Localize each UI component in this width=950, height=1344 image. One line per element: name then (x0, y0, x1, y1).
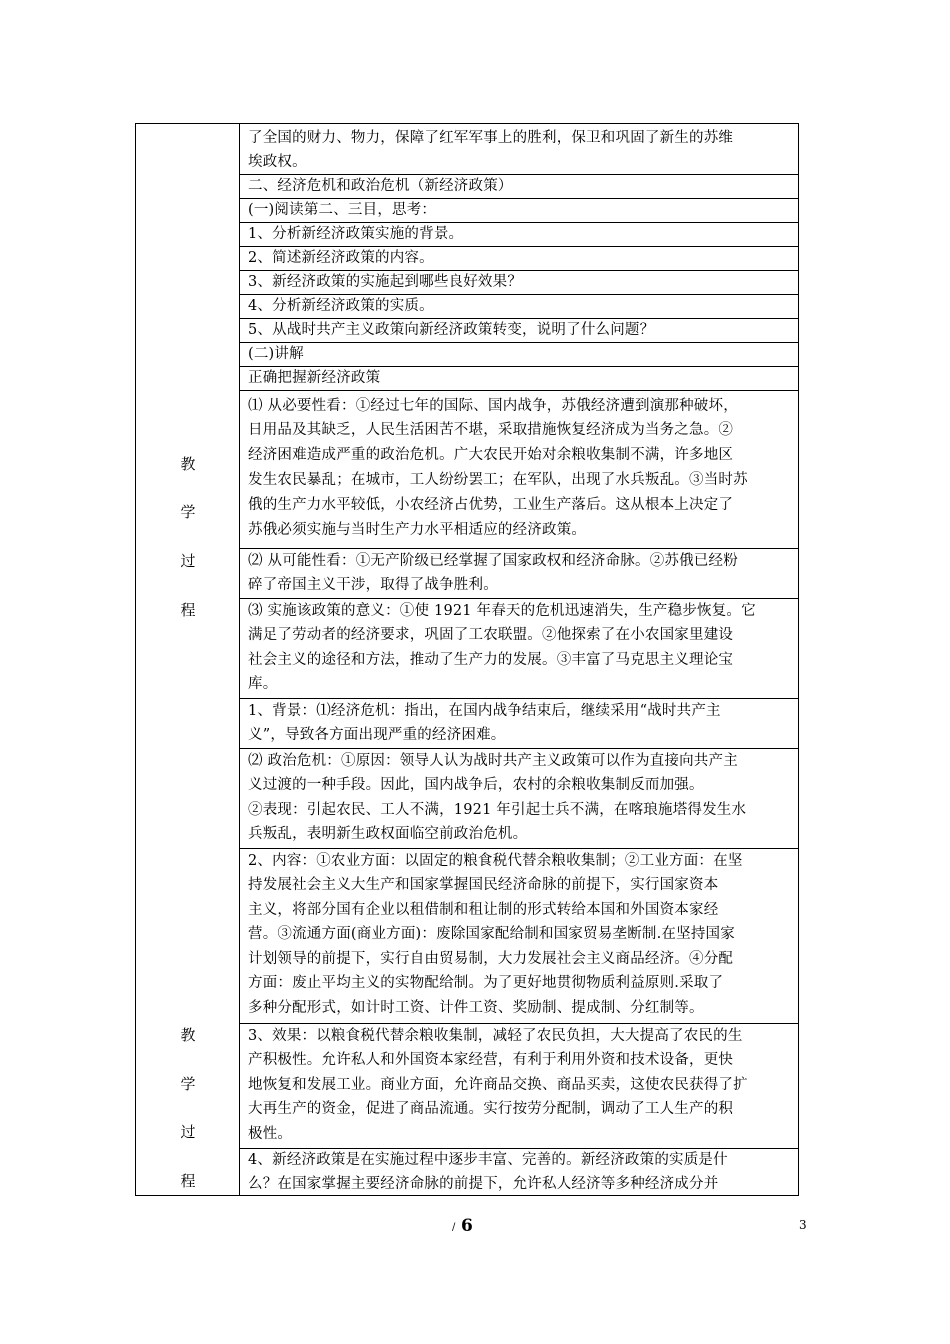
label-char-guo: 过 (180, 1123, 196, 1141)
text-line: (二)讲解 (248, 346, 304, 362)
text-line: 极性。 (248, 1126, 293, 1142)
text-line: 库。 (248, 676, 278, 692)
text-line: 日用品及其缺乏，人民生活困苦不堪，采取措施恢复经济成为当务之急。② (248, 422, 734, 438)
text-line: 4、新经济政策是在实施过程中逐步丰富、完善的。新经济政策的实质是什 (248, 1152, 728, 1168)
text-line: 俄的生产力水平较低，小农经济占优势，工业生产落后。这从根本上决定了 (248, 497, 734, 513)
text-line: 义过渡的一种手段。因此，国内战争后，农村的余粮收集制反而加强。 (248, 777, 704, 793)
paragraph-row (240, 598, 798, 699)
text-line: 地恢复和发展工业。商业方面，允许商品交换、商品买卖，这使农民获得了扩 (248, 1077, 748, 1093)
text-line: 1、背景：⑴经济危机：指出，在国内战争结束后，继续采用“战时共产主 (248, 703, 721, 719)
text-line: 2、内容：①农业方面：以固定的粮食税代替余粮收集制；②工业方面：在坚 (248, 853, 743, 869)
text-line: (一)阅读第二、三目，思考： (248, 202, 437, 218)
question-row (240, 246, 798, 271)
text-line: 产积极性。允许私人和外国资本家经营，有利于利用外资和技术设备，更快 (248, 1052, 734, 1068)
text-line: 方面：废止平均主义的实物配给制。为了更好地贯彻物质利益原则.采取了 (248, 975, 724, 991)
text-line: 3、效果：以粮食税代替余粮收集制，减轻了农民负担，大大提高了农民的生 (248, 1028, 743, 1044)
section-heading-row (240, 174, 798, 199)
paragraph-row (240, 1023, 798, 1149)
question-row (240, 294, 798, 319)
text-line: 义”，导致各方面出现严重的经济困难。 (248, 727, 506, 743)
question-item: 4、分析新经济政策的实质。 (248, 298, 434, 314)
text-line: 了全国的财力、物力，保障了红军军事上的胜利，保卫和巩固了新生的苏维 (248, 130, 734, 146)
paragraph-row (240, 342, 798, 367)
label-char-jiao: 教 (180, 455, 196, 473)
text-line: 碎了帝国主义干涉，取得了战争胜利。 (248, 577, 498, 593)
text-line: 社会主义的途径和方法，推动了生产力的发展。③丰富了马克思主义理论宝 (248, 652, 734, 668)
question-row (240, 318, 798, 343)
text-line: ⑵ 政治危机：①原因：领导人认为战时共产主义政策可以作为直接向共产主 (248, 753, 738, 769)
question-item: 1、分析新经济政策实施的背景。 (248, 226, 464, 242)
paragraph-row (240, 548, 798, 599)
text-line: 多种分配形式，如计时工资、计件工资、奖励制、提成制、分红制等。 (248, 1000, 704, 1016)
label-char-cheng: 程 (180, 601, 196, 619)
paragraph-row (240, 198, 798, 223)
page-total-slash: / (452, 1222, 456, 1233)
question-item: 2、简述新经济政策的内容。 (248, 250, 434, 266)
label-char-xue: 学 (180, 503, 196, 521)
paragraph-row (240, 848, 798, 1024)
lesson-table (135, 123, 799, 1196)
text-line: 兵叛乱，表明新生政权面临空前政治危机。 (248, 826, 528, 842)
text-line: 发生农民暴乱；在城市，工人纷纷罢工；在军队，出现了水兵叛乱。③当时苏 (248, 472, 748, 488)
section-label-column (136, 124, 240, 1195)
question-item: 5、从战时共产主义政策向新经济政策转变，说明了什么问题？ (248, 322, 655, 338)
text-line: 埃政权。 (248, 154, 307, 170)
section-heading: 二、经济危机和政治危机（新经济政策） (248, 178, 513, 194)
text-line: ②表现：引起农民、工人不满，1921 年引起士兵不满，在喀琅施塔得发生水 (248, 802, 747, 818)
text-line: 计划领导的前提下，实行自由贸易制，大力发展社会主义商品经济。④分配 (248, 951, 734, 967)
text-line: 苏俄必须实施与当时生产力水平相适应的经济政策。 (248, 522, 587, 538)
paragraph-row (240, 390, 798, 549)
paragraph-row (240, 124, 798, 175)
text-line: ⑶ 实施该政策的意义：①使 1921 年春天的危机迅速消失，生产稳步恢复。它 (248, 603, 756, 619)
text-line: 大再生产的资金，促进了商品流通。实行按劳分配制，调动了工人生产的积 (248, 1101, 734, 1117)
text-line: ⑴ 从必要性看：①经过七年的国际、国内战争，苏俄经济遭到演那种破坏， (248, 398, 738, 414)
question-row (240, 270, 798, 295)
text-line: 经济困难造成严重的政治危机。广大农民开始对余粮收集制不满，许多地区 (248, 447, 734, 463)
paragraph-row (240, 748, 798, 849)
text-line: ⑵ 从可能性看：①无产阶级已经掌握了国家政权和经济命脉。②苏俄已经粉 (248, 553, 738, 569)
paragraph-row (240, 698, 798, 749)
question-row (240, 222, 798, 247)
paragraph-row (240, 1148, 798, 1195)
question-item: 3、新经济政策的实施起到哪些良好效果？ (248, 274, 523, 290)
text-line: 持发展社会主义大生产和国家掌握国民经济命脉的前提下，实行国家资本 (248, 877, 719, 893)
lesson-content (240, 124, 798, 1195)
page-number: 3 (799, 1218, 807, 1232)
text-line: 满足了劳动者的经济要求，巩固了工农联盟。②他探索了在小农国家里建设 (248, 627, 734, 643)
label-char-xue: 学 (180, 1075, 196, 1093)
paragraph-row (240, 366, 798, 391)
text-line: 么？在国家掌握主要经济命脉的前提下，允许私人经济等多种经济成分并 (248, 1176, 719, 1192)
text-line: 主义，将部分国有企业以租借制和租让制的形式转给本国和外国资本家经 (248, 902, 719, 918)
label-char-cheng: 程 (180, 1172, 196, 1190)
label-char-guo: 过 (180, 552, 196, 570)
page-total: 6 (461, 1216, 473, 1236)
label-char-jiao: 教 (180, 1026, 196, 1044)
text-line: 正确把握新经济政策 (248, 370, 381, 386)
text-line: 营。③流通方面(商业方面)：废除国家配给制和国家贸易垄断制.在坚持国家 (248, 926, 735, 942)
